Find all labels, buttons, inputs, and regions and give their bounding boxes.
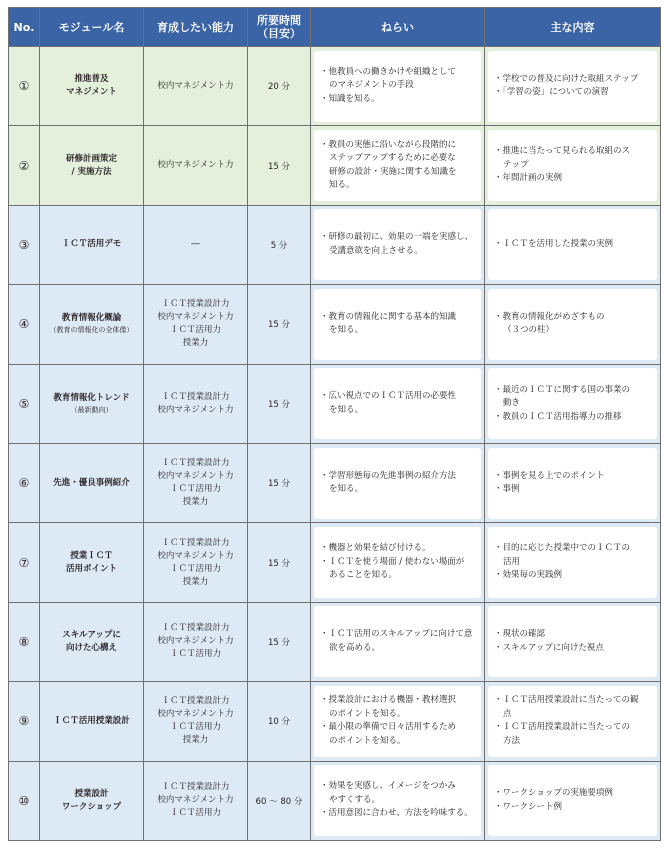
aim-line: ・活用意図に合わせ、方法を吟味する。 — [320, 808, 473, 819]
ability-line: ＩＣＴ授業設計力 — [161, 537, 230, 548]
row-number: ① — [9, 47, 40, 126]
time-cell: 5 分 — [248, 205, 311, 284]
aim-line: 知る。 — [329, 180, 355, 191]
content-line: ・ＩＣＴを活用した授業の実例 — [494, 239, 614, 250]
module-name-line: 授業設計 — [74, 788, 109, 799]
content-line: 点 — [503, 708, 512, 719]
ability-cell — [144, 47, 248, 126]
ability-cell — [144, 285, 248, 364]
module-name — [40, 443, 144, 522]
module-subtitle: （教育の情報化の全体像） — [49, 326, 134, 335]
content-cell — [485, 47, 661, 126]
module-name — [40, 364, 144, 443]
module-name-line: マネジメント — [66, 87, 117, 98]
content-line: ・スキルアップに向けた視点 — [494, 642, 604, 653]
ability-line: ＩＣＴ授業設計力 — [161, 782, 230, 793]
time-cell: 15 分 — [248, 126, 311, 205]
content-line: テップ — [503, 159, 529, 170]
aim-box — [314, 368, 481, 439]
aim-line: あることを知る。 — [329, 570, 398, 581]
ability-line: ＩＣＴ活用力 — [169, 325, 221, 336]
content-cell — [485, 126, 661, 205]
aim-line: ・他教員への働きかけや組織として — [320, 66, 457, 77]
ability-cell — [144, 364, 248, 443]
module-name-line: 教育情報化トレンド — [53, 392, 130, 403]
aim-line: ステップアップするために必要な — [329, 153, 456, 164]
ability-line: ＩＣＴ活用力 — [169, 563, 221, 574]
aim-box — [314, 686, 481, 757]
ability-line: 校内マネジメント力 — [157, 80, 234, 91]
ability-line: 校内マネジメント力 — [157, 636, 234, 647]
ability-cell — [144, 523, 248, 602]
content-line: ・教育の情報化がめざすもの — [494, 311, 605, 322]
aim-cell — [311, 761, 485, 840]
time-cell: 15 分 — [248, 285, 311, 364]
content-cell — [485, 285, 661, 364]
aim-line: ・機器と効果を結び付ける。 — [320, 543, 431, 554]
header-content: 主な内容 — [485, 8, 661, 47]
table-row — [9, 523, 661, 602]
time-cell: 60 ～ 80 分 — [248, 761, 311, 840]
module-name-line: / 実施方法 — [71, 166, 112, 177]
content-line: ・学校での普及に向けた取組ステップ — [494, 73, 639, 84]
ability-line: 授業力 — [182, 497, 209, 508]
header-time — [248, 8, 311, 47]
header-aim: ねらい — [311, 8, 485, 47]
content-line: 方法 — [503, 735, 521, 746]
module-name — [40, 682, 144, 761]
aim-box — [314, 606, 481, 677]
aim-line: のマネジメントの手段 — [329, 80, 414, 91]
aim-line: ・最小限の準備で日々活用するため — [320, 722, 457, 733]
module-name — [40, 126, 144, 205]
table-row — [9, 205, 661, 284]
ability-line: ＩＣＴ活用力 — [169, 649, 221, 660]
content-box — [488, 448, 657, 519]
content-line: ・教員のＩＣＴ活用指導力の推移 — [494, 411, 622, 422]
ability-line: ＩＣＴ活用力 — [169, 722, 221, 733]
time-cell: 15 分 — [248, 364, 311, 443]
aim-box — [314, 448, 481, 519]
content-line: ・年間計画の実例 — [494, 173, 563, 184]
aim-box — [314, 130, 481, 201]
header-row — [9, 8, 661, 47]
module-name — [40, 47, 144, 126]
content-line: ・最近のＩＣＴに関する国の事業の — [494, 384, 631, 395]
aim-cell — [311, 602, 485, 681]
module-name — [40, 285, 144, 364]
table-row — [9, 443, 661, 522]
module-name-line: スキルアップに — [62, 629, 121, 640]
aim-box — [314, 289, 481, 360]
module-name-line: 推進普及 — [74, 74, 109, 85]
module-name-line: 活用ポイント — [65, 563, 117, 574]
aim-cell — [311, 364, 485, 443]
aim-line: のポイントを知る。 — [329, 708, 406, 719]
ability-line: 授業力 — [182, 735, 209, 746]
aim-line: を知る。 — [329, 325, 364, 336]
module-name-line: 教育情報化概論 — [61, 313, 122, 324]
ability-cell — [144, 682, 248, 761]
ability-line: 校内マネジメント力 — [157, 404, 234, 415]
row-number: ⑨ — [9, 682, 40, 761]
module-subtitle: （最新動向） — [70, 405, 113, 414]
table-row — [9, 682, 661, 761]
content-line: ・現状の確認 — [494, 629, 546, 640]
content-line: ・ＩＣＴ活用授業設計に当たっての観 — [494, 695, 639, 706]
aim-line: ・学習形態毎の先進事例の紹介方法 — [320, 470, 457, 481]
aim-line: ・ＩＣＴを使う場面 / 使わない場面が — [320, 556, 465, 567]
table-row — [9, 602, 661, 681]
content-line: ・目的に応じた授業中でのＩＣＴの — [494, 543, 631, 554]
content-line: ・ＩＣＴ活用授業設計に当たっての — [494, 722, 631, 733]
row-number: ⑩ — [9, 761, 40, 840]
aim-line: ・知識を知る。 — [320, 93, 380, 104]
ability-line: ― — [191, 239, 200, 250]
ability-cell — [144, 602, 248, 681]
ability-line: ＩＣＴ活用力 — [169, 484, 221, 495]
ability-line: 校内マネジメント力 — [157, 709, 234, 720]
content-cell — [485, 523, 661, 602]
ability-line: 校内マネジメント力 — [157, 550, 234, 561]
module-name — [40, 523, 144, 602]
aim-line: を知る。 — [329, 404, 364, 415]
row-number: ④ — [9, 285, 40, 364]
aim-cell — [311, 285, 485, 364]
aim-box — [314, 527, 481, 598]
aim-box — [314, 209, 481, 280]
aim-box — [314, 765, 481, 836]
content-box — [488, 527, 657, 598]
aim-cell — [311, 205, 485, 284]
module-name-line: 向けた心構え — [65, 642, 117, 653]
aim-cell — [311, 682, 485, 761]
ability-line: ＩＣＴ授業設計力 — [161, 623, 230, 634]
table-row — [9, 126, 661, 205]
module-name — [40, 761, 144, 840]
content-box — [488, 209, 657, 280]
aim-line: 欲を高める。 — [329, 642, 381, 653]
content-line: 動き — [503, 398, 521, 408]
ability-line: ＩＣＴ授業設計力 — [161, 696, 230, 707]
header-module: モジュール名 — [40, 8, 144, 47]
module-name-line: 研修計画策定 — [65, 153, 117, 164]
header-time-line: 所要時間 — [257, 14, 301, 27]
header-time-line: （目安） — [257, 27, 301, 40]
aim-cell — [311, 47, 485, 126]
content-cell — [485, 682, 661, 761]
content-cell — [485, 443, 661, 522]
module-name-line: 授業ＩＣＴ — [70, 550, 113, 561]
aim-line: ・授業設計における機器・教材選択 — [320, 695, 457, 706]
ability-line: ＩＣＴ授業設計力 — [161, 299, 230, 310]
row-number: ② — [9, 126, 40, 205]
content-cell — [485, 205, 661, 284]
table-row — [9, 47, 661, 126]
content-box — [488, 686, 657, 757]
aim-line: ・広い視点でのＩＣＴ活用の必要性 — [320, 391, 457, 402]
aim-cell — [311, 523, 485, 602]
aim-line: やすくする。 — [329, 794, 381, 805]
aim-cell — [311, 126, 485, 205]
content-line: ・推進に当たって見られる取組のス — [494, 146, 631, 157]
content-line: ・事例を見る上でのポイント — [494, 470, 605, 481]
aim-cell — [311, 443, 485, 522]
module-name — [40, 205, 144, 284]
aim-line: ・ＩＣＴ活用のスキルアップに向けて意 — [320, 629, 473, 640]
module-name-line: ワークショップ — [61, 801, 122, 812]
table-row — [9, 364, 661, 443]
ability-cell — [144, 126, 248, 205]
module-name-line: ＩＣＴ活用デモ — [61, 239, 122, 250]
row-number: ⑤ — [9, 364, 40, 443]
content-box — [488, 606, 657, 677]
content-line: （３つの柱） — [503, 325, 555, 336]
content-box — [488, 51, 657, 122]
content-cell — [485, 364, 661, 443]
content-box — [488, 289, 657, 360]
content-line: ・ワークシート例 — [494, 801, 563, 812]
time-cell: 20 分 — [248, 47, 311, 126]
aim-line: 受講意欲を向上させる。 — [329, 245, 423, 256]
time-cell: 15 分 — [248, 523, 311, 602]
ability-line: ＩＣＴ授業設計力 — [161, 391, 230, 402]
content-line: ・事例 — [494, 484, 520, 495]
content-box — [488, 130, 657, 201]
row-number: ③ — [9, 205, 40, 284]
module-name-line: ＩＣＴ活用授業設計 — [53, 715, 130, 726]
ability-line: 授業力 — [182, 576, 209, 587]
ability-cell — [144, 443, 248, 522]
module-name — [40, 602, 144, 681]
ability-cell — [144, 761, 248, 840]
aim-line: を知る。 — [329, 484, 364, 495]
header-no: No. — [9, 8, 40, 47]
table-row — [9, 285, 661, 364]
row-number: ⑥ — [9, 443, 40, 522]
ability-line: 校内マネジメント力 — [157, 160, 234, 171]
row-number: ⑦ — [9, 523, 40, 602]
aim-line: ・教員の実態に沿いながら段階的に — [320, 139, 457, 150]
time-cell: 15 分 — [248, 443, 311, 522]
content-box — [488, 368, 657, 439]
ability-cell — [144, 205, 248, 284]
ability-line: 授業力 — [182, 338, 209, 349]
content-line: ・ワークショップの実施要項例 — [494, 788, 613, 799]
time-cell: 10 分 — [248, 682, 311, 761]
content-cell — [485, 761, 661, 840]
aim-line: 研修の設計・実施に関する知識を — [329, 166, 457, 177]
aim-line: ・教育の情報化に関する基本的知識 — [320, 311, 457, 322]
ability-line: 校内マネジメント力 — [157, 312, 234, 323]
module-table — [8, 7, 661, 841]
aim-line: ・効果を実感し、イメージをつかみ — [320, 781, 456, 792]
ability-line: 校内マネジメント力 — [157, 795, 234, 806]
aim-line: ・研修の最初に、効果の一端を実感し、 — [320, 232, 474, 243]
content-line: 活用 — [503, 556, 521, 567]
ability-line: 校内マネジメント力 — [157, 471, 234, 482]
content-line: ・「学習の姿」についての演習 — [494, 87, 609, 98]
aim-line: のポイントを知る。 — [329, 735, 406, 746]
row-number: ⑧ — [9, 602, 40, 681]
ability-line: ＩＣＴ活用力 — [169, 808, 221, 819]
ability-line: ＩＣＴ授業設計力 — [161, 458, 230, 469]
module-name-line: 先進・優良事例紹介 — [53, 477, 130, 488]
table-row — [9, 761, 661, 840]
content-line: ・効果毎の実践例 — [494, 570, 563, 581]
time-cell: 15 分 — [248, 602, 311, 681]
content-box — [488, 765, 657, 836]
aim-box — [314, 51, 481, 122]
header-ability: 育成したい能力 — [144, 8, 248, 47]
content-cell — [485, 602, 661, 681]
